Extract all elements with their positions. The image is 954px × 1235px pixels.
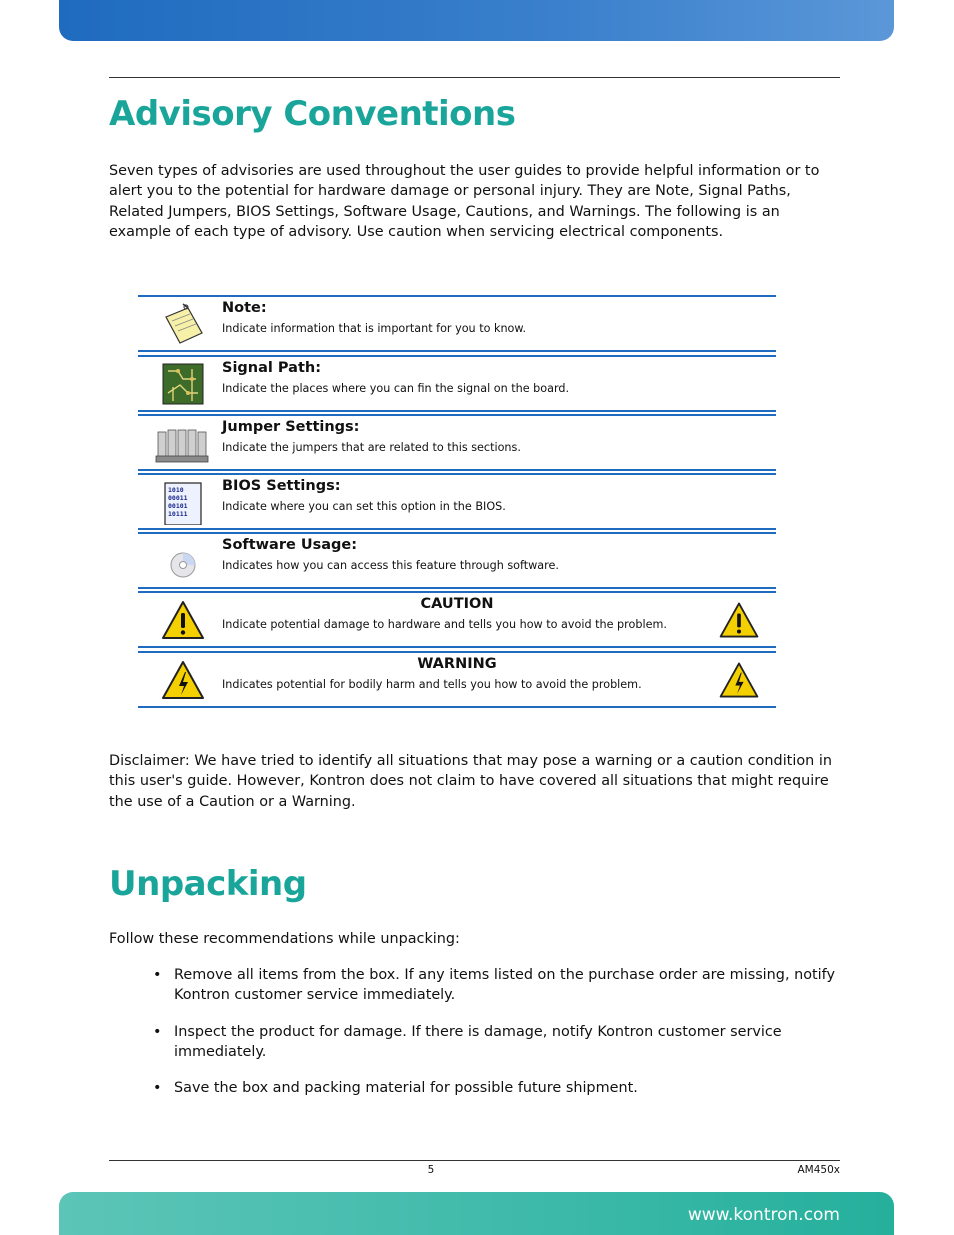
signal-path-icon xyxy=(158,363,208,405)
caution-icon xyxy=(716,599,762,641)
unpacking-intro: Follow these recommendations while unpacking: xyxy=(109,931,460,947)
unpacking-list xyxy=(150,965,850,1114)
advisory-title: Software Usage: xyxy=(222,537,358,553)
advisory-row-bios xyxy=(138,473,776,530)
cd-icon xyxy=(158,540,208,582)
bullet-icon: • xyxy=(153,1023,162,1040)
advisory-row-software xyxy=(138,532,776,589)
document-code: AM450x xyxy=(797,1164,840,1176)
disclaimer-paragraph: Disclaimer: We have tried to identify all situations that may pose a warning or a caution condition in this user's guide. However, Kontron does not claim to have covered all situations that might require the use of a Caution or a Warning. xyxy=(109,753,832,810)
intro-paragraph: Seven types of advisories are used throughout the user guides to provide helpful information or to alert you to the potential for hardware damage or personal injury. They are Note, Signal Paths, Related Jumpers, BIOS Settings, Software Usage, Cautions, and Warnings. The following is an example of each type of advisory. Use caution when servicing electrical components. xyxy=(109,163,820,240)
footer-band xyxy=(59,1192,894,1235)
advisory-title: CAUTION xyxy=(420,596,494,612)
advisory-desc: Indicate information that is important for you to know. xyxy=(222,322,527,335)
list-item xyxy=(150,1078,850,1098)
bullet-icon: • xyxy=(153,1080,162,1097)
advisory-desc: Indicate the places where you can fin the signal on the board. xyxy=(222,382,570,395)
header-rule xyxy=(109,77,840,78)
bios-icon xyxy=(158,479,208,525)
section-title-advisory: Advisory Conventions xyxy=(109,94,516,134)
advisory-title: Signal Path: xyxy=(222,360,321,376)
advisory-desc: Indicates how you can access this feature through software. xyxy=(222,559,559,572)
jumper-icon xyxy=(154,422,210,464)
advisory-desc: Indicate where you can set this option in the BIOS. xyxy=(222,500,506,513)
list-item xyxy=(150,1022,850,1063)
advisory-title: Note: xyxy=(222,300,267,316)
advisory-row-caution xyxy=(138,591,776,648)
list-item-text: Save the box and packing material for possible future shipment. xyxy=(174,1080,638,1097)
warning-icon xyxy=(716,659,762,701)
advisory-desc: Indicate the jumpers that are related to this sections. xyxy=(222,441,521,454)
advisory-row-warning xyxy=(138,651,776,708)
svg-text:00101: 00101 xyxy=(168,502,188,510)
advisory-row-signal-path xyxy=(138,355,776,412)
bullet-icon: • xyxy=(153,967,162,983)
list-item-text: Inspect the product for damage. If there is damage, notify Kontron customer service immediately. xyxy=(174,1023,782,1060)
svg-text:00011: 00011 xyxy=(168,494,188,502)
svg-text:10111: 10111 xyxy=(168,510,188,518)
footer-rule xyxy=(109,1160,840,1161)
header-band xyxy=(59,0,894,41)
list-item xyxy=(150,965,850,1006)
svg-text:1010: 1010 xyxy=(168,486,184,494)
advisory-title: BIOS Settings: xyxy=(222,478,341,494)
advisory-title: Jumper Settings: xyxy=(222,419,360,435)
page-number: 5 xyxy=(427,1164,435,1176)
advisory-row-note xyxy=(138,295,776,352)
advisory-desc: Indicates potential for bodily harm and tells you how to avoid the problem. xyxy=(222,678,642,691)
section-title-unpacking: Unpacking xyxy=(109,864,307,904)
note-icon xyxy=(158,303,208,345)
advisory-row-jumper xyxy=(138,414,776,471)
advisory-title: WARNING xyxy=(417,656,497,672)
list-item-text: Remove all items from the box. If any items listed on the purchase order are missing, notify Kontron customer service immediately. xyxy=(174,967,835,1004)
advisory-desc: Indicate potential damage to hardware and tells you how to avoid the problem. xyxy=(222,618,667,631)
website-link[interactable]: www.kontron.com xyxy=(687,1205,840,1225)
